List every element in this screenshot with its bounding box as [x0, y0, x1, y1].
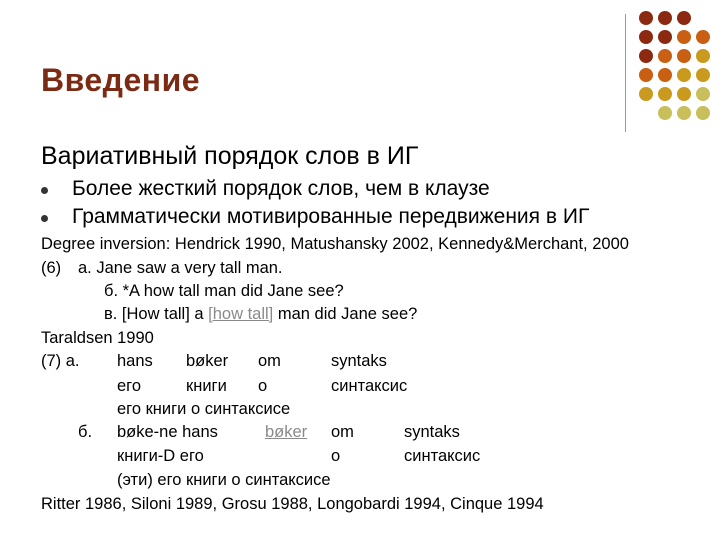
decorative-dot: [677, 68, 691, 82]
gloss-word: om: [258, 352, 281, 370]
decorative-dot: [696, 87, 710, 101]
decorative-dot: [639, 11, 653, 25]
translation-line: его книги о синтаксисе: [117, 400, 291, 418]
decorative-dot: [677, 87, 691, 101]
decorative-dot: [658, 49, 672, 63]
gloss-word: его: [117, 377, 142, 395]
decorative-dot: [658, 11, 672, 25]
decorative-dot: [677, 30, 691, 44]
gloss-word: книги-D его: [117, 447, 204, 465]
gloss-word: о: [258, 377, 268, 395]
decorative-dot: [696, 68, 710, 82]
example-line: [104, 304, 417, 324]
decorative-dot: [639, 49, 653, 63]
decorative-dot: [696, 106, 710, 120]
gloss-word: синтаксис: [404, 447, 481, 465]
decorative-dot: [677, 11, 691, 25]
decorative-dot: [658, 87, 672, 101]
example-line: а. Jane saw a very tall man.: [78, 259, 283, 277]
gloss-word: о: [331, 447, 341, 465]
gloss-word: bøke-ne hans: [117, 423, 218, 441]
example-number: (6): [41, 259, 62, 277]
divider-line: [625, 14, 626, 132]
bullet-icon: [41, 215, 48, 222]
trace-text: [how tall]: [208, 305, 274, 323]
gloss-word: syntaks: [404, 423, 460, 441]
slide-title: Введение: [41, 62, 201, 98]
degree-inversion-reference: Degree inversion: Hendrick 1990, Matushansky 2002, Kennedy&Merchant, 2000: [41, 235, 629, 253]
gloss-word: синтаксис: [331, 377, 408, 395]
gloss-word: om: [331, 423, 354, 441]
decorative-dot: [658, 106, 672, 120]
bullet-text: Более жесткий порядок слов, чем в клаузе: [72, 177, 490, 200]
decorative-dot: [658, 30, 672, 44]
example-number: б.: [78, 423, 93, 441]
trace-text: [265, 422, 307, 442]
gloss-word: книги: [186, 377, 227, 395]
gloss-word: hans: [117, 352, 153, 370]
bullet-icon: [41, 187, 48, 194]
final-references: Ritter 1986, Siloni 1989, Grosu 1988, Longobardi 1994, Cinque 1994: [41, 495, 544, 513]
bullet-text: Грамматически мотивированные передвижения в ИГ: [72, 205, 590, 228]
decorative-dot: [696, 30, 710, 44]
translation-line: (эти) его книги о синтаксисе: [117, 471, 331, 489]
gloss-word: syntaks: [331, 352, 387, 370]
example-number: (7) а.: [41, 352, 80, 370]
decorative-dot: [696, 49, 710, 63]
decorative-dot: [677, 106, 691, 120]
gloss-word: bøker: [186, 352, 229, 370]
decorative-dot: [639, 68, 653, 82]
taraldsen-reference: Taraldsen 1990: [41, 329, 154, 347]
decorative-dot: [639, 30, 653, 44]
trace-word: bøker: [265, 423, 308, 441]
decorative-dot: [639, 87, 653, 101]
example-text: man did Jane see?: [277, 305, 418, 323]
decorative-dot: [677, 49, 691, 63]
decorative-dot: [658, 68, 672, 82]
example-text: в. [How tall] a: [104, 305, 204, 323]
slide-subtitle: Вариативный порядок слов в ИГ: [41, 142, 419, 170]
example-line: б. *A how tall man did Jane see?: [104, 282, 344, 300]
